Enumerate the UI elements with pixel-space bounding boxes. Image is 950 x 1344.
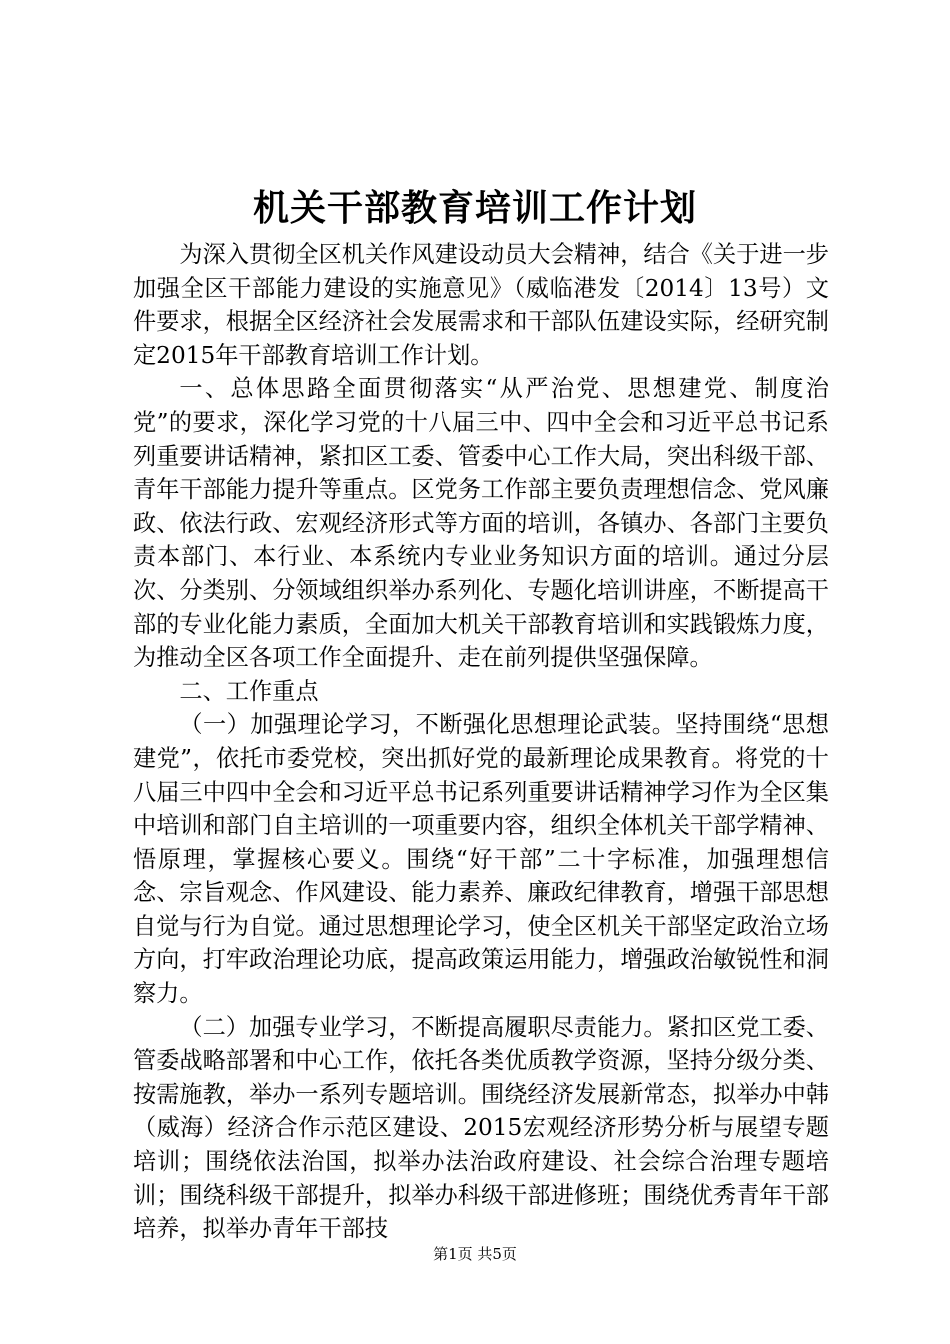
paragraph-professional-study: （二）加强专业学习，不断提高履职尽责能力。紧扣区党工委、管委战略部署和中心工作，依托各类优质教学资源，坚持分级分类、按需施教，举办一系列专题培训。围绕经济发展新常态，拟举办中韩（威海）经济合作示范区建设、2015宏观经济形势分析与展望专题培训；围绕依法治国，拟举办法治政府建设、社会综合治理专题培训；围绕科级干部提升，拟举办科级干部进修班；围绕优秀青年干部培养，拟举办青年干部技 bbox=[133, 1013, 829, 1243]
document-title: 机关干部教育培训工作计划 bbox=[252, 187, 697, 229]
document-body bbox=[133, 238, 829, 1246]
paragraph-theory-study: （一）加强理论学习，不断强化思想理论武装。坚持围绕“思想建党”，依托市委党校，突出抓好党的最新理论成果教育。将党的十八届三中四中全会和习近平总书记系列重要讲话精神学习作为全区集中培训和部门自主培训的一项重要内容，组织全体机关干部学精神、悟原理，掌握核心要义。围绕“好干部”二十字标准，加强理想信念、宗旨观念、作风建设、能力素养、廉政纪律教育，增强干部思想自觉与行为自觉。通过思想理论学习，使全区机关干部坚定政治立场方向，打牢政治理论功底，提高政策运用能力，增强政治敏锐性和洞察力。 bbox=[133, 711, 829, 1008]
page-footer: 第1页 共5页 bbox=[433, 1245, 517, 1263]
paragraph-overall-approach: 一、总体思路全面贯彻落实“从严治党、思想建党、制度治党”的要求，深化学习党的十八届三中、四中全会和习近平总书记系列重要讲话精神，紧扣区工委、管委中心工作大局，突出科级干部、青年干部能力提升等重点。区党务工作部主要负责理想信念、党风廉政、依法行政、宏观经济形式等方面的培训，各镇办、各部门主要负责本部门、本行业、本系统内专业业务知识方面的培训。通过分层次、分类别、分领域组织举办系列化、专题化培训讲座，不断提高干部的专业化能力素质，全面加大机关干部教育培训和实践锻炼力度，为推动全区各项工作全面提升、走在前列提供坚强保障。 bbox=[133, 375, 829, 672]
paragraph-intro: 为深入贯彻全区机关作风建设动员大会精神，结合《关于进一步加强全区干部能力建设的实施意见》（威临港发〔2014〕13号）文件要求，根据全区经济社会发展需求和干部队伍建设实际，经研究制定2015年干部教育培训工作计划。 bbox=[133, 241, 829, 369]
section-heading-work-focus: 二、工作重点 bbox=[179, 677, 319, 705]
